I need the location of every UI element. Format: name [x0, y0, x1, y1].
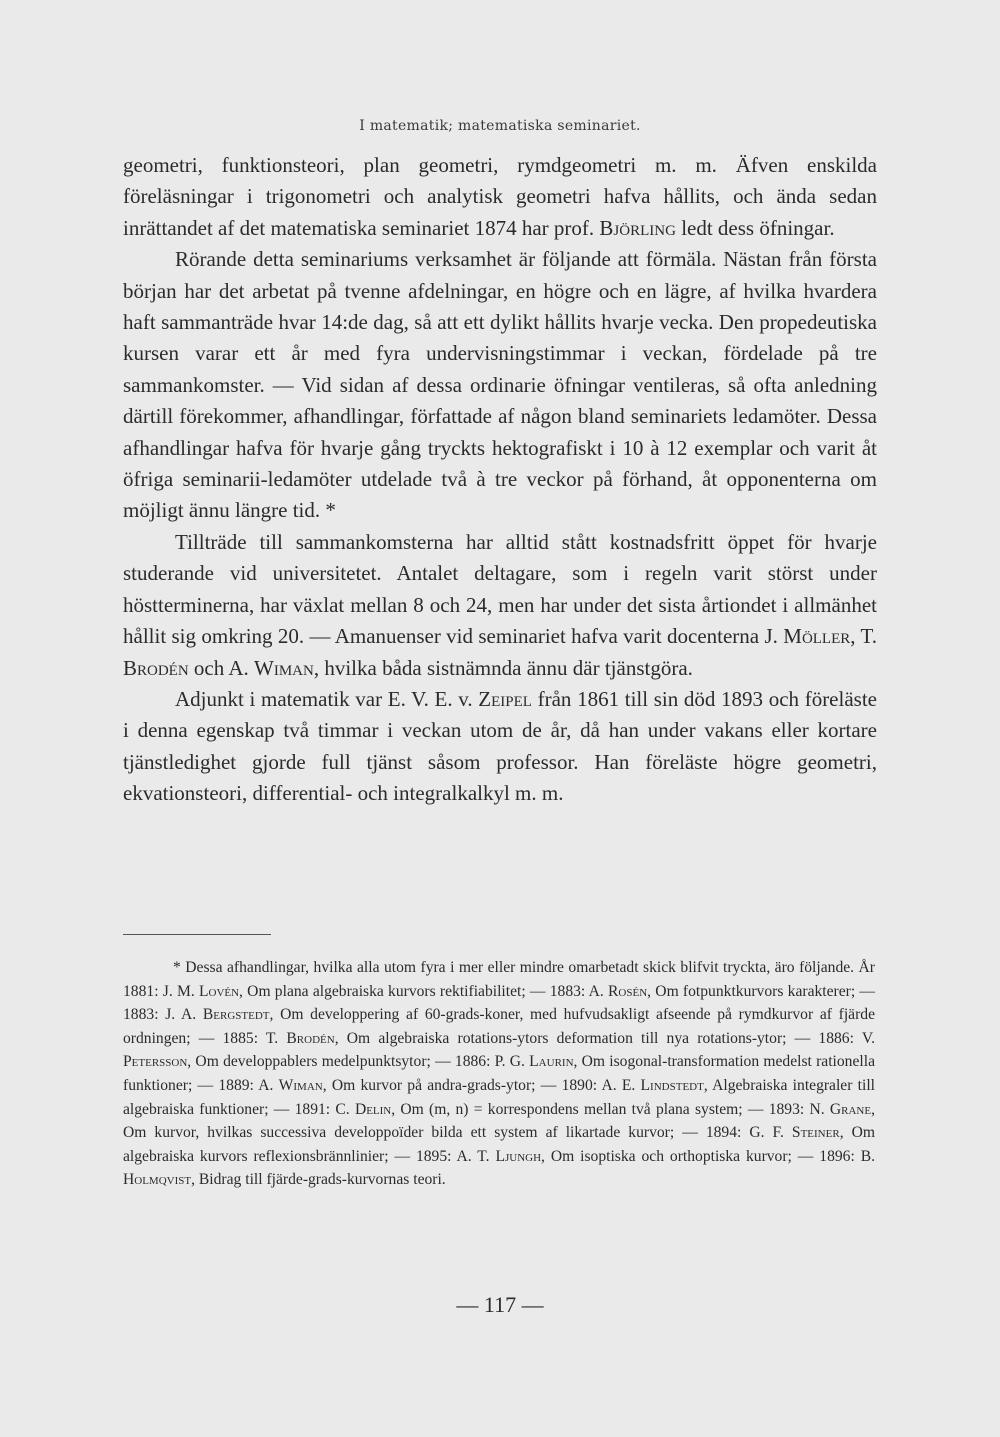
- text-run: Rörande detta seminariums verksamhet är följande att förmäla. Nästan från första början har det arbetat på tvenne afdelningar, en högre och en lägre, af hvilka hvardera haft sammanträde hvar 14:de dag, så att ett dylikt hållits hvarje vecka. Den propedeutiska kursen varar ett år med fyra undervisningstimmar i veckan, fördelade på tre sammankomster. — Vid sidan af dessa ordinarie öfningar ventileras, så ofta anledning därtill förekommer, afhandlingar, författade af någon bland seminariets ledamöter. Dessa afhandlingar hafva för hvarje gång tryckts hektografiskt i 10 à 12 exemplar och varit åt öfriga seminarii-ledamöter utdelade två à tre veckor på förhand, åt opponenterna om möjligt ännu längre tid. *: [123, 247, 877, 523]
- text-run: , Om isogonal-transformation medelst rationella funktioner; — 1889: A.: [123, 1053, 875, 1094]
- text-run: , Om kurvor, hvilkas successiva developpoïder bilda ett system af likartade kurvor; — 1894: G. F.: [123, 1100, 875, 1142]
- text-run: , Algebraiska integraler till algebraiska funktioner; — 1891: C.: [123, 1076, 875, 1118]
- paragraph-3: [123, 527, 877, 684]
- person-name: Petersson: [123, 1053, 188, 1071]
- text-run: , Om kurvor på andra-grads-ytor; — 1890: A. E.: [322, 1076, 641, 1094]
- text-run: , Om developpering af 60-grads-koner, med hufvudsakligt afseende på rymdkurvor af fjärde ordningen; — 1885: T.: [123, 1006, 875, 1047]
- person-name: Wiman: [278, 1076, 323, 1094]
- person-name: Zeipel: [478, 686, 532, 711]
- person-name: Rosén: [608, 982, 648, 1000]
- text-run: , Om developpablers medelpunktsytor; — 1886: P. G.: [187, 1053, 530, 1071]
- person-name: Ljungh: [495, 1147, 542, 1165]
- text-run: Tillträde till sammankomsterna har alltid stått kostnadsfritt öppet för hvarje studerande vid universitetet. Antalet deltagare, som i regeln varit störst under höstterminerna, har växlat mellan 8 och 24, men har under det sista årtiondet i allmänhet hållit sig omkring 20. — Amanuenser vid seminariet hafva varit docenterna J.: [123, 529, 877, 649]
- person-name: Brodén: [123, 655, 189, 680]
- person-name: Delin: [354, 1100, 392, 1118]
- text-run: geometri, funktionsteori, plan geometri, rymdgeometri m. m. Äfven enskilda föreläsningar i trigonometri och analytisk geometri hafva hållits, och ända sedan inrättandet af det matematiska seminariet 1874 har prof.: [123, 153, 877, 240]
- text-run: , Om (m, n) = korrespondens mellan två plana system; — 1893: N.: [391, 1100, 830, 1118]
- footnote-divider: [123, 934, 271, 935]
- running-head: I matematik; matematiska seminariet.: [359, 118, 641, 134]
- footnote-text: [123, 956, 875, 1192]
- text-run: ledt dess öfningar.: [675, 215, 835, 240]
- text-run: , Om algebraiska rotations-ytors deformation till nya rotations-ytor; — 1886: V.: [334, 1029, 875, 1047]
- paragraph-4: [123, 684, 877, 810]
- person-name: Wiman: [254, 655, 314, 680]
- person-name: Laurin: [529, 1053, 574, 1071]
- text-run: * Dessa afhandlingar, hvilka alla utom fyra i mer eller mindre omarbetadt skick blifvit tryckta, äro följande. År 1881: J. M.: [123, 959, 875, 1000]
- text-run: , Om isoptiska och orthoptiska kurvor; — 1896: B.: [541, 1147, 875, 1165]
- body-text: [123, 150, 877, 810]
- person-name: Brodén: [286, 1029, 335, 1047]
- person-name: Björling: [599, 215, 676, 240]
- page-number: — 117 —: [456, 1292, 544, 1317]
- text-run: Adjunkt i matematik var E. V. E. v.: [175, 686, 479, 711]
- person-name: Bergstedt: [202, 1006, 270, 1024]
- text-run: , T.: [850, 624, 878, 649]
- paragraph-2: [123, 244, 877, 527]
- text-run: , Om plana algebraiska kurvors rektifiabilitet; — 1883: A.: [239, 982, 609, 1000]
- text-run: från 1861 till sin död 1893 och föreläste i denna egenskap två timmar i veckan utom de år, då han under vakans eller kortare tjänstledighet gjorde full tjänst såsom professor. Han föreläste högre geometri, ekvationsteori, differential- och integralkalkyl m. m.: [123, 686, 877, 806]
- person-name: Steiner: [791, 1124, 840, 1142]
- person-name: Lindstedt: [640, 1076, 704, 1094]
- text-run: , Om fotpunktkurvors karakterer; — 1883: J. A.: [123, 982, 876, 1024]
- text-run: , hvilka båda sistnämnda ännu där tjänstgöra.: [313, 655, 693, 680]
- person-name: Holmqvist: [123, 1171, 192, 1189]
- person-name: Grane: [829, 1100, 872, 1118]
- person-name: Lovén: [198, 982, 240, 1000]
- text-run: , Bidrag till fjärde-grads-kurvornas teori.: [191, 1171, 446, 1189]
- text-run: , Om algebraiska kurvors reflexionsbrännlinier; — 1895: A. T.: [123, 1124, 875, 1165]
- text-run: och A.: [188, 655, 254, 680]
- footnote: [123, 956, 875, 1192]
- person-name: Möller: [783, 624, 851, 649]
- paragraph-1: [123, 150, 877, 244]
